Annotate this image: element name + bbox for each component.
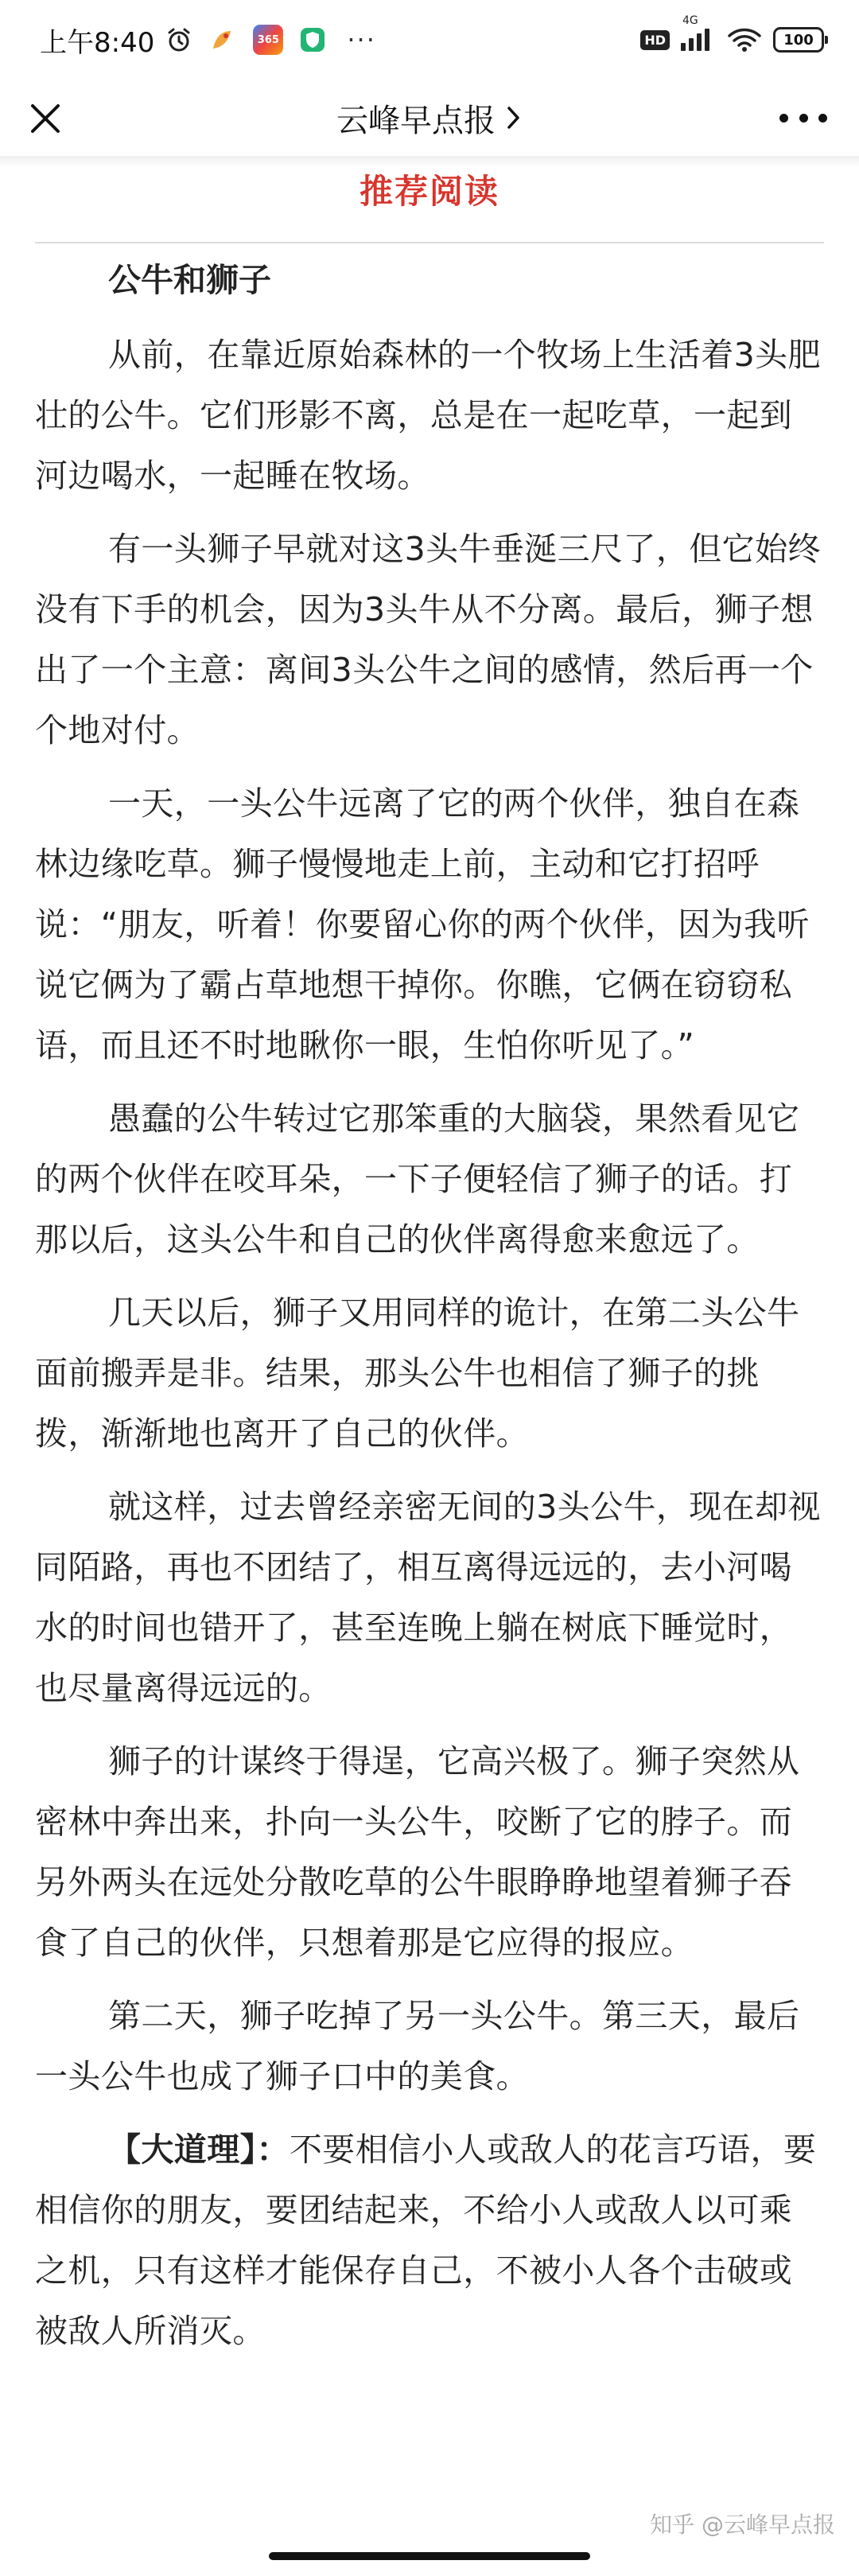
chevron-right-icon bbox=[505, 104, 523, 131]
close-icon bbox=[29, 103, 61, 134]
network-label: 4G bbox=[682, 14, 698, 27]
paragraph: 一天，一头公牛远离了它的两个伙伴，独自在森林边缘吃草。狮子慢慢地走上前，主动和它打招呼说：“朋友，听着！你要留心你的两个伙伴，因为我听说它俩为了霸占草地想干掉你。你瞧，它俩在窃窃私语，而且还不时地瞅你一眼，生怕你听见了。” bbox=[35, 784, 810, 1064]
app-badge-label: 365 bbox=[257, 33, 279, 46]
hd-badge: HD bbox=[640, 30, 670, 50]
wifi-icon bbox=[727, 26, 762, 53]
paragraph: 愚蠢的公牛转过它那笨重的大脑袋，果然看见它的两个伙伴在咬耳朵，一下子便轻信了狮子的话。打那以后，这头公牛和自己的伙伴离得愈来愈远了。 bbox=[35, 1099, 800, 1259]
nav-title: 云峰早点报 bbox=[336, 102, 496, 139]
watermark: 知乎 @云峰早点报 bbox=[650, 2512, 835, 2538]
close-button[interactable] bbox=[25, 99, 65, 138]
nav-bar bbox=[0, 80, 859, 156]
status-right bbox=[640, 14, 824, 53]
status-more-icon: ··· bbox=[347, 25, 376, 55]
moral-paragraph bbox=[35, 2119, 824, 2361]
home-indicator[interactable] bbox=[269, 2552, 590, 2560]
moral-label: 【大道理】： bbox=[108, 2130, 290, 2169]
battery-icon bbox=[773, 27, 824, 53]
paragraph: 从前，在靠近原始森林的一个牧场上生活着3头肥壮的公牛。它们形影不离，总是在一起吃草，一起到河边喝水，一起睡在牧场。 bbox=[35, 336, 821, 495]
paragraph: 就这样，过去曾经亲密无间的3头公牛，现在却视同陌路，再也不团结了，相互离得远远的，去小河喝水的时间也错开了，甚至连晚上躺在树底下睡觉时，也尽量离得远远的。 bbox=[35, 1488, 821, 1707]
app-notification-icon bbox=[208, 26, 235, 53]
section-heading: 推荐阅读 bbox=[359, 172, 499, 211]
signal-icon bbox=[681, 14, 713, 51]
status-bar bbox=[0, 0, 859, 80]
article-title: 公牛和狮子 bbox=[108, 261, 271, 299]
paragraph: 狮子的计谋终于得逞，它高兴极了。狮子突然从密林中奔出来，扑向一头公牛，咬断了它的脖子。而另外两头在远处分散吃草的公牛眼睁睁地望着狮子吞食了自己的伙伴，只想着那是它应得的报应。 bbox=[35, 1742, 800, 1962]
article-body bbox=[35, 242, 824, 2361]
moral-text: 不要相信小人或敌人的花言巧语，要相信你的朋友，要团结起来，不给小人或敌人以可乘之机，只有这样才能保存自己，不被小人各个击破或被敌人所消灭。 bbox=[35, 2130, 817, 2350]
status-time: 上午8:40 bbox=[40, 26, 155, 59]
app-badge-icon bbox=[253, 25, 283, 55]
paragraph: 有一头狮子早就对这3头牛垂涎三尺了，但它始终没有下手的机会，因为3头牛从不分离。最后，狮子想出了一个主意：离间3头公牛之间的感情，然后再一个个地对付。 bbox=[35, 530, 821, 749]
account-title-link[interactable] bbox=[336, 95, 523, 141]
battery-level: 100 bbox=[783, 31, 814, 49]
alarm-clock-icon bbox=[165, 26, 192, 53]
more-dots-icon bbox=[779, 114, 788, 123]
shield-icon bbox=[299, 26, 326, 53]
more-options-button[interactable] bbox=[779, 102, 827, 134]
paragraph: 几天以后，狮子又用同样的诡计，在第二头公牛面前搬弄是非。结果，那头公牛也相信了狮子的挑拨，渐渐地也离开了自己的伙伴。 bbox=[35, 1294, 800, 1453]
paragraph: 第二天，狮子吃掉了另一头公牛。第三天，最后一头公牛也成了狮子口中的美食。 bbox=[35, 1997, 800, 2095]
status-left bbox=[40, 21, 376, 60]
